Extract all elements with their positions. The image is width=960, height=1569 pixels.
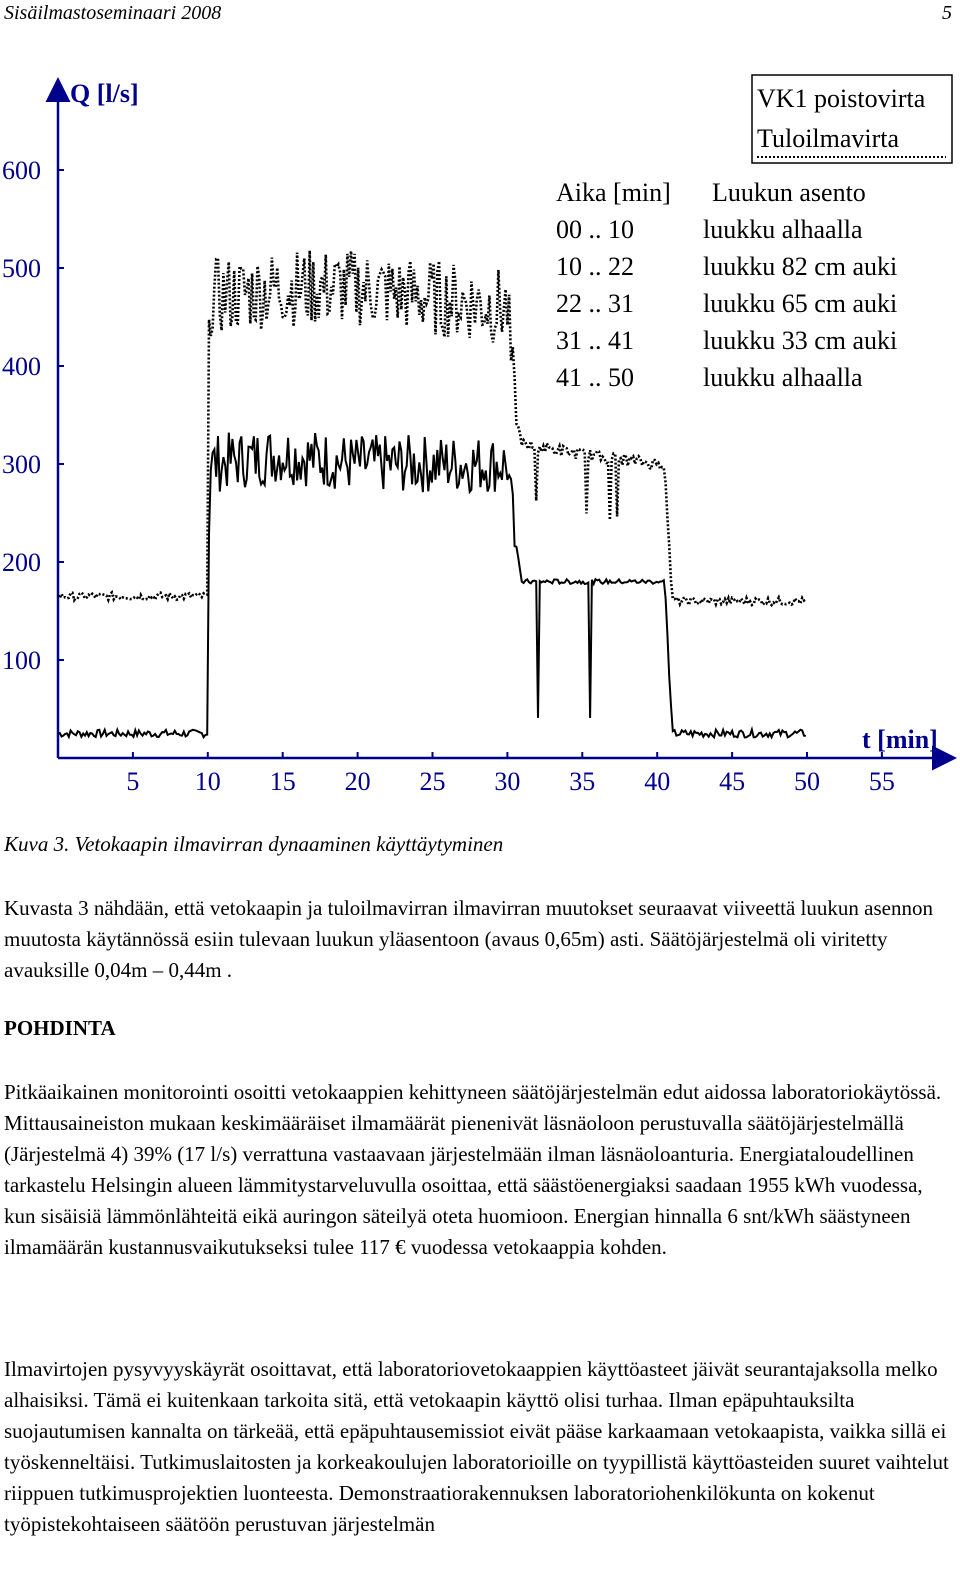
running-title: Sisäilmastoseminaari 2008 xyxy=(4,2,222,24)
table-row-position: luukku 82 cm auki xyxy=(703,252,898,281)
x-tick-label: 55 xyxy=(868,767,895,796)
legend-entry-supply: Tuloilmavirta xyxy=(757,124,900,153)
paragraph-body-1: Kuvasta 3 nähdään, että vetokaapin ja tuloilmavirran ilmavirran muutokset seuraavat viiveettä luukun asennon muutosta käytännössä esiin tulevaan luukun yläasentoon (avaus 0,65m) asti. Säätöjärjestelmä oli viritetty avauksille 0,04m – 0,44m . xyxy=(4,896,933,982)
table-header-position: Luukun asento xyxy=(712,178,866,207)
table-row-time: 10 .. 22 xyxy=(556,252,634,281)
table-row-position: luukku 65 cm auki xyxy=(703,289,898,318)
x-tick-label: 15 xyxy=(269,767,296,796)
y-tick-label: 100 xyxy=(2,646,41,675)
series-exhaust-line xyxy=(58,433,806,738)
table-row-time: 41 .. 50 xyxy=(556,363,634,392)
x-tick-label: 5 xyxy=(126,767,140,796)
y-tick-label: 400 xyxy=(2,352,41,381)
x-tick-label: 10 xyxy=(194,767,221,796)
page-number: 5 xyxy=(942,2,952,24)
x-tick-label: 20 xyxy=(344,767,371,796)
table-row-position: luukku 33 cm auki xyxy=(703,326,898,355)
y-tick-label: 300 xyxy=(2,450,41,479)
paragraph-body-3: Ilmavirtojen pysyvyyskäyrät osoittavat, että laboratoriovetokaappien käyttöasteet jäivät seurantajaksolla melko alhaisiksi. Tämä ei kuitenkaan tarkoita sitä, että vetokaapin käyttö olisi turhaa. Ilman epäpuhtauksilta suojautumisen kannalta on tärkeää, että epäpuhtausemissiot eivät pääse karkaamaan vetokaapista, vaikka sillä ei työskenneltäisi. Tutkimuslaitosten ja korkeakoulujen laboratorioille on tyypillistä käyttöasteiden suuret vaihtelut riippuen tutkimusprojektien luonteesta. Demonstraatiorakennuksen laboratoriohenkilökunta on kokenut työpistekohtaiseen säätöön perustuvan järjestelmän xyxy=(4,1357,949,1536)
position-table xyxy=(556,178,897,392)
x-tick-label: 45 xyxy=(719,767,746,796)
x-axis-label: t [min] xyxy=(862,725,938,754)
table-header-time: Aika [min] xyxy=(556,178,671,207)
table-row-time: 31 .. 41 xyxy=(556,326,634,355)
series-supply-line xyxy=(58,251,806,605)
chart-series xyxy=(58,251,806,738)
table-row-position: luukku alhaalla xyxy=(703,363,863,392)
airflow-chart xyxy=(0,60,960,800)
table-row-time: 00 .. 10 xyxy=(556,215,634,244)
figure-caption: Kuva 3. Vetokaapin ilmavirran dynaaminen käyttäytyminen xyxy=(4,832,504,856)
x-tick-label: 30 xyxy=(494,767,521,796)
legend-entry-exhaust: VK1 poistovirta xyxy=(757,84,926,113)
page-header xyxy=(0,0,960,30)
table-row-time: 22 .. 31 xyxy=(556,289,634,318)
x-tick-label: 50 xyxy=(794,767,820,796)
paragraph-body-2: Pitkäaikainen monitorointi osoitti vetokaappien kehittyneen säätöjärjestelmän edut aidossa laboratoriokäytössä. Mittausaineiston mukaan keskimääräiset ilmamäärät pienenivät läsnäoloon perustuvalla säätöjärjestelmällä (Järjestelmä 4) 39% (17 l/s) verrattuna vastaavaan järjestelmään ilman läsnäoloanturia. Energiataloudellinen tarkastelu Helsingin alueen lämmitystarveluvulla osoittaa, että säästöenergiaksi saadaan 1955 kWh vuodessa, kun sisäisiä lämmönlähteitä eikä auringon säteilyä oteta huomioon. Energian hinnalla 6 snt/kWh säästyneen ilmamäärän kustannusvaikutukseksi tulee 117 € vuodessa vetokaappia kohden. xyxy=(4,1080,942,1259)
x-tick-label: 40 xyxy=(644,767,671,796)
y-axis-label: Q [l/s] xyxy=(70,79,139,108)
legend-box xyxy=(752,75,952,163)
y-tick-label: 600 xyxy=(2,156,41,185)
x-tick-label: 25 xyxy=(419,767,446,796)
y-tick-label: 500 xyxy=(2,254,41,283)
x-tick-label: 35 xyxy=(569,767,596,796)
table-row-position: luukku alhaalla xyxy=(703,215,863,244)
y-tick-label: 200 xyxy=(2,548,41,577)
section-heading: POHDINTA xyxy=(4,1016,116,1040)
